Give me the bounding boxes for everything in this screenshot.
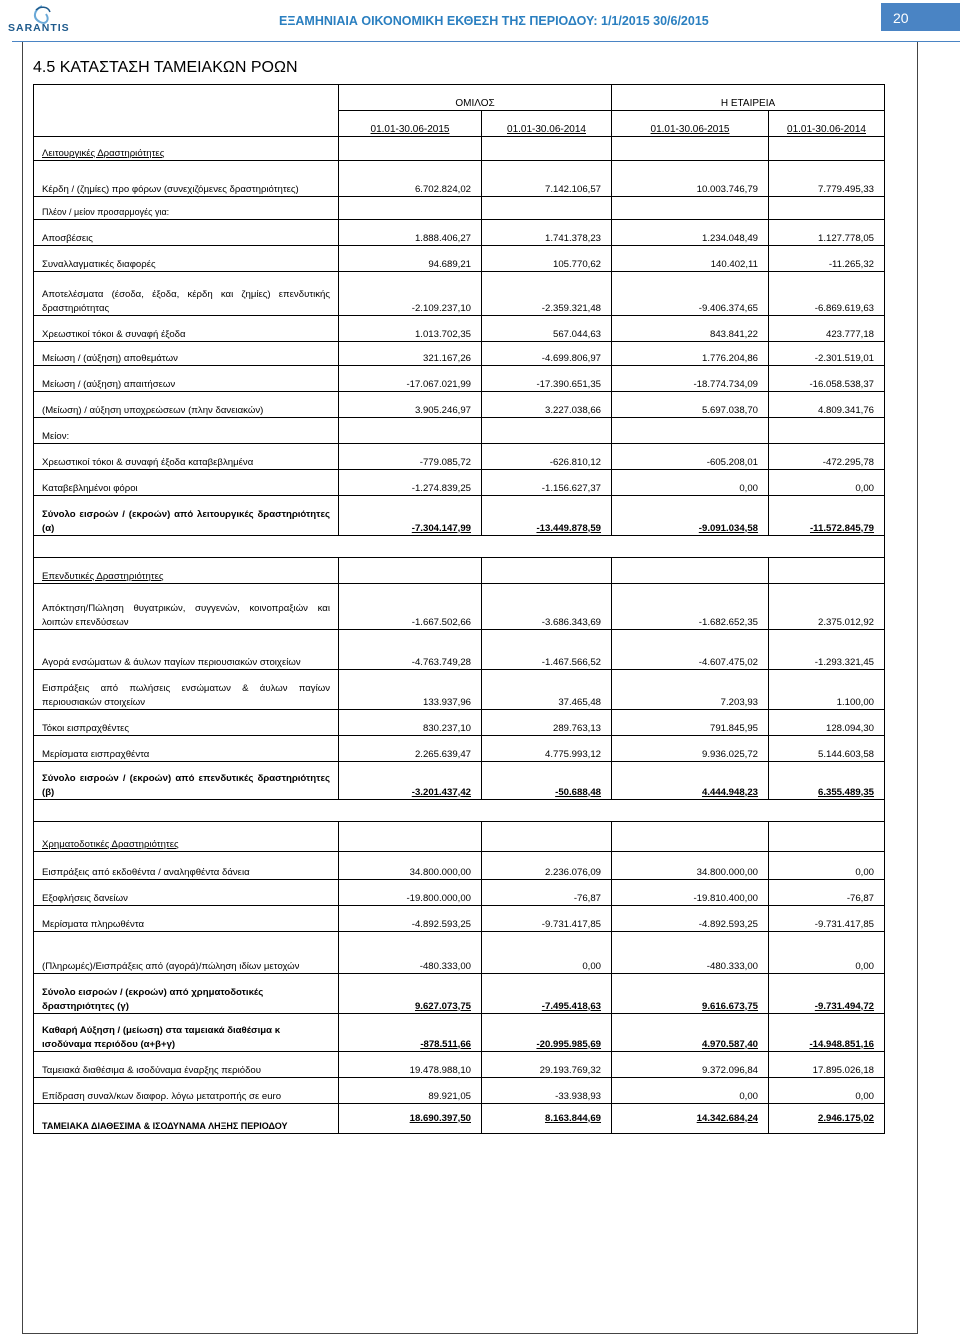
row-label: Χρεωστικοί τόκοι & συναφή έξοδα xyxy=(34,316,339,342)
row-label: Τόκοι εισπραχθέντες xyxy=(34,710,339,736)
cell-value: 289.763,13 xyxy=(482,710,612,736)
cell-value: 29.193.769,32 xyxy=(482,1052,612,1078)
table-row xyxy=(34,496,885,536)
table-row xyxy=(34,880,885,906)
cell-value: 34.800.000,00 xyxy=(339,852,482,880)
cell-value: -7.495.418,63 xyxy=(482,974,612,1014)
cell-value: 2.946.175,02 xyxy=(769,1104,885,1134)
row-label: Χρεωστικοί τόκοι & συναφή έξοδα καταβεβλημένα xyxy=(34,444,339,470)
cell-value: 105.770,62 xyxy=(482,246,612,272)
cell-value: -19.810.400,00 xyxy=(612,880,769,906)
cell-value: 1.013.702,35 xyxy=(339,316,482,342)
cell-value: -4.892.593,25 xyxy=(339,906,482,932)
cell-value: -7.304.147,99 xyxy=(339,496,482,536)
cell-value: -9.731.417,85 xyxy=(769,906,885,932)
row-label: Αγορά ενσώματων & άυλων παγίων περιουσιακών στοιχείων xyxy=(34,630,339,670)
row-label: Μείωση / (αύξηση) αποθεμάτων xyxy=(34,342,339,366)
period-header: 01.01-30.06-2015 xyxy=(612,111,769,137)
row-label: Αποσβέσεις xyxy=(34,220,339,246)
cell-value: 5.697.038,70 xyxy=(612,392,769,418)
cell-value: 37.465,48 xyxy=(482,670,612,710)
cell-value: 423.777,18 xyxy=(769,316,885,342)
cell-value: -1.667.502,66 xyxy=(339,584,482,630)
row-label: Κέρδη / (ζημίες) προ φόρων (συνεχιζόμενες δραστηριότητες) xyxy=(34,161,339,197)
cell-value: 0,00 xyxy=(612,1078,769,1104)
cell-value: -16.058.538,37 xyxy=(769,366,885,392)
cell-value: 0,00 xyxy=(482,932,612,974)
cell-value: 0,00 xyxy=(612,470,769,496)
table-row xyxy=(34,470,885,496)
cell-value: -33.938,93 xyxy=(482,1078,612,1104)
table-row xyxy=(34,272,885,316)
spacer-row xyxy=(34,536,885,558)
table-row xyxy=(34,220,885,246)
cell-value: -1.467.566,52 xyxy=(482,630,612,670)
cell-value: 9.616.673,75 xyxy=(612,974,769,1014)
table-row xyxy=(34,584,885,630)
cell-value: 6.355.489,35 xyxy=(769,762,885,800)
cell-value: 321.167,26 xyxy=(339,342,482,366)
table-row xyxy=(34,137,885,161)
table-row xyxy=(34,558,885,584)
cell-value: -3.201.437,42 xyxy=(339,762,482,800)
cell-value: -17.390.651,35 xyxy=(482,366,612,392)
cell-value: -2.109.237,10 xyxy=(339,272,482,316)
investing-heading: Επενδυτικές Δραστηριότητες xyxy=(34,558,339,584)
table-row xyxy=(34,974,885,1014)
cell-value: 14.342.684,24 xyxy=(612,1104,769,1134)
cell-value: 1.776.204,86 xyxy=(612,342,769,366)
row-label: Απόκτηση/Πώληση θυγατρικών, συγγενών, κοινοπραξιών και λοιπών επενδύσεων xyxy=(34,584,339,630)
cell-value: -9.731.417,85 xyxy=(482,906,612,932)
cell-value: -9.406.374,65 xyxy=(612,272,769,316)
group-label-company: Η ΕΤΑΙΡΕΙΑ xyxy=(612,85,885,111)
table-row xyxy=(34,161,885,197)
period-header: 01.01-30.06-2014 xyxy=(769,111,885,137)
cell-value: 9.936.025,72 xyxy=(612,736,769,762)
spacer-row xyxy=(34,800,885,822)
row-label: (Μείωση) / αύξηση υποχρεώσεων (πλην δανειακών) xyxy=(34,392,339,418)
cell-value: -1.274.839,25 xyxy=(339,470,482,496)
period-header: 01.01-30.06-2015 xyxy=(339,111,482,137)
cell-value: 4.444.948,23 xyxy=(612,762,769,800)
section-title: 4.5 ΚΑΤΑΣΤΑΣΗ ΤΑΜΕΙΑΚΩΝ ΡΟΩΝ xyxy=(33,59,298,76)
cell-value: -4.607.475,02 xyxy=(612,630,769,670)
operating-heading: Λειτουργικές Δραστηριότητες xyxy=(34,137,339,161)
row-label: Αποτελέσματα (έσοδα, έξοδα, κέρδη και ζημίες) επενδυτικής δραστηριότητας xyxy=(34,272,339,316)
cell-value: 0,00 xyxy=(769,932,885,974)
cell-value: -76,87 xyxy=(482,880,612,906)
cell-value: 791.845,95 xyxy=(612,710,769,736)
table-row xyxy=(34,630,885,670)
group-header-row xyxy=(34,85,885,111)
table-row xyxy=(34,710,885,736)
cell-value: -19.800.000,00 xyxy=(339,880,482,906)
table-row xyxy=(34,366,885,392)
cash-flow-table xyxy=(33,84,885,1134)
cell-value: -1.156.627,37 xyxy=(482,470,612,496)
cell-value: -626.810,12 xyxy=(482,444,612,470)
cell-value: 1.741.378,23 xyxy=(482,220,612,246)
table-row xyxy=(34,822,885,852)
cell-value: -4.763.749,28 xyxy=(339,630,482,670)
cell-value: 7.203,93 xyxy=(612,670,769,710)
table-row xyxy=(34,1078,885,1104)
row-label: (Πληρωμές)/Εισπράξεις από (αγορά)/πώληση ιδίων μετοχών xyxy=(34,932,339,974)
cell-value: 1.234.048,49 xyxy=(612,220,769,246)
cell-value: 3.227.038,66 xyxy=(482,392,612,418)
cell-value: -76,87 xyxy=(769,880,885,906)
cell-value: 8.163.844,69 xyxy=(482,1104,612,1134)
cell-value: -1.293.321,45 xyxy=(769,630,885,670)
cell-value: -605.208,01 xyxy=(612,444,769,470)
cell-value: -3.686.343,69 xyxy=(482,584,612,630)
table-row xyxy=(34,418,885,444)
cell-value: 6.702.824,02 xyxy=(339,161,482,197)
cell-value: -50.688,48 xyxy=(482,762,612,800)
row-label: Καταβεβλημένοι φόροι xyxy=(34,470,339,496)
cell-value: 94.689,21 xyxy=(339,246,482,272)
cell-value: 2.375.012,92 xyxy=(769,584,885,630)
table-row xyxy=(34,852,885,880)
row-label: Μερίσματα πληρωθέντα xyxy=(34,906,339,932)
cell-value: 567.044,63 xyxy=(482,316,612,342)
cell-value: -18.774.734,09 xyxy=(612,366,769,392)
cell-value: 2.236.076,09 xyxy=(482,852,612,880)
financing-heading: Χρηματοδοτικές Δραστηριότητες xyxy=(34,822,339,852)
cell-value: 830.237,10 xyxy=(339,710,482,736)
cell-value: -1.682.652,35 xyxy=(612,584,769,630)
cell-value: -4.892.593,25 xyxy=(612,906,769,932)
cell-value: -9.731.494,72 xyxy=(769,974,885,1014)
row-label: Εισπράξεις από εκδοθέντα / αναληφθέντα δάνεια xyxy=(34,852,339,880)
cell-value: -20.995.985,69 xyxy=(482,1014,612,1052)
net-change-label: Καθαρή Αύξηση / (μείωση) στα ταμειακά διαθέσιμα κ ισοδύναμα περιόδου (α+β+γ) xyxy=(34,1014,339,1052)
less-label: Μείον: xyxy=(34,418,339,444)
table-row xyxy=(34,736,885,762)
cell-value: 0,00 xyxy=(769,1078,885,1104)
cell-value: 18.690.397,50 xyxy=(339,1104,482,1134)
table-row xyxy=(34,444,885,470)
cell-value: -13.449.878,59 xyxy=(482,496,612,536)
group-label-group: ΟΜΙΛΟΣ xyxy=(339,85,612,111)
cell-value: 3.905.246,97 xyxy=(339,392,482,418)
cell-value: 7.142.106,57 xyxy=(482,161,612,197)
period-header-row xyxy=(34,111,885,137)
cell-value: 34.800.000,00 xyxy=(612,852,769,880)
cell-value: -11.265,32 xyxy=(769,246,885,272)
table-row xyxy=(34,197,885,220)
table-row xyxy=(34,392,885,418)
financing-total-label: Σύνολο εισροών / (εκροών) από χρηματοδοτικές δραστηριότητες (γ) xyxy=(34,974,339,1014)
table-row xyxy=(34,1104,885,1134)
cell-value: 17.895.026,18 xyxy=(769,1052,885,1078)
cell-value: 1.127.778,05 xyxy=(769,220,885,246)
adjustments-label: Πλέον / μείον προσαρμογές για: xyxy=(34,197,339,220)
report-header-title: ΕΞΑΜΗΝΙΑΙΑ ΟΙΚΟΝΟΜΙΚΗ ΕΚΘΕΣΗ ΤΗΣ ΠΕΡΙΟΔΟΥ: 1/1/2015 30/6/2015 xyxy=(279,14,709,28)
cell-value: 128.094,30 xyxy=(769,710,885,736)
cell-value: 7.779.495,33 xyxy=(769,161,885,197)
table-row xyxy=(34,1052,885,1078)
cell-value: -480.333,00 xyxy=(612,932,769,974)
cell-value: -14.948.851,16 xyxy=(769,1014,885,1052)
cell-value: 1.888.406,27 xyxy=(339,220,482,246)
investing-total-label: Σύνολο εισροών / (εκροών) από επενδυτικές δραστηριότητες (β) xyxy=(34,762,339,800)
cell-value: 0,00 xyxy=(769,470,885,496)
table-row xyxy=(34,670,885,710)
row-label: Ταμειακά διαθέσιμα & ισοδύναμα έναρξης περιόδου xyxy=(34,1052,339,1078)
cell-value: 10.003.746,79 xyxy=(612,161,769,197)
cell-value: 9.372.096,84 xyxy=(612,1052,769,1078)
table-row xyxy=(34,906,885,932)
cell-value: -480.333,00 xyxy=(339,932,482,974)
cell-value: -2.301.519,01 xyxy=(769,342,885,366)
table-row xyxy=(34,246,885,272)
cell-value: 2.265.639,47 xyxy=(339,736,482,762)
cell-value: -472.295,78 xyxy=(769,444,885,470)
row-label: Συναλλαγματικές διαφορές xyxy=(34,246,339,272)
cell-value: 89.921,05 xyxy=(339,1078,482,1104)
row-label: Εξοφλήσεις δανείων xyxy=(34,880,339,906)
cell-value: -6.869.619,63 xyxy=(769,272,885,316)
cell-value: -11.572.845,79 xyxy=(769,496,885,536)
table-row xyxy=(34,932,885,974)
table-row xyxy=(34,316,885,342)
cell-value: 5.144.603,58 xyxy=(769,736,885,762)
table-row xyxy=(34,1014,885,1052)
cell-value: -17.067.021,99 xyxy=(339,366,482,392)
logo-text: SARANTIS xyxy=(8,22,70,34)
operating-total-label: Σύνολο εισροών / (εκροών) από λειτουργικές δραστηριότητες (α) xyxy=(34,496,339,536)
cell-value: 0,00 xyxy=(769,852,885,880)
cell-value: 4.775.993,12 xyxy=(482,736,612,762)
cell-value: 4.809.341,76 xyxy=(769,392,885,418)
cell-value: 4.970.587,40 xyxy=(612,1014,769,1052)
table-row xyxy=(34,342,885,366)
cell-value: 9.627.073,75 xyxy=(339,974,482,1014)
row-label: Επίδραση συναλ/κων διαφορ. λόγω μετατροπής σε euro xyxy=(34,1078,339,1104)
row-label: Μείωση / (αύξηση) απαιτήσεων xyxy=(34,366,339,392)
cell-value: 140.402,11 xyxy=(612,246,769,272)
cell-value: -878.511,66 xyxy=(339,1014,482,1052)
cell-value: 133.937,96 xyxy=(339,670,482,710)
row-label: Μερίσματα εισπραχθέντα xyxy=(34,736,339,762)
row-label: Εισπράξεις από πωλήσεις ενσώματων & άυλων παγίων περιουσιακών στοιχείων xyxy=(34,670,339,710)
cell-value: -9.091.034,58 xyxy=(612,496,769,536)
cell-value: 19.478.988,10 xyxy=(339,1052,482,1078)
cell-value: -4.699.806,97 xyxy=(482,342,612,366)
page-number: 20 xyxy=(893,10,909,26)
closing-label: ΤΑΜΕΙΑΚΑ ΔΙΑΘΕΣΙΜΑ & ΙΣΟΔΥΝΑΜΑ ΛΗΞΗΣ ΠΕΡΙΟΔΟΥ xyxy=(34,1104,339,1134)
table-row xyxy=(34,762,885,800)
cell-value: -2.359.321,48 xyxy=(482,272,612,316)
cell-value: -779.085,72 xyxy=(339,444,482,470)
period-header: 01.01-30.06-2014 xyxy=(482,111,612,137)
cell-value: 1.100,00 xyxy=(769,670,885,710)
cell-value: 843.841,22 xyxy=(612,316,769,342)
